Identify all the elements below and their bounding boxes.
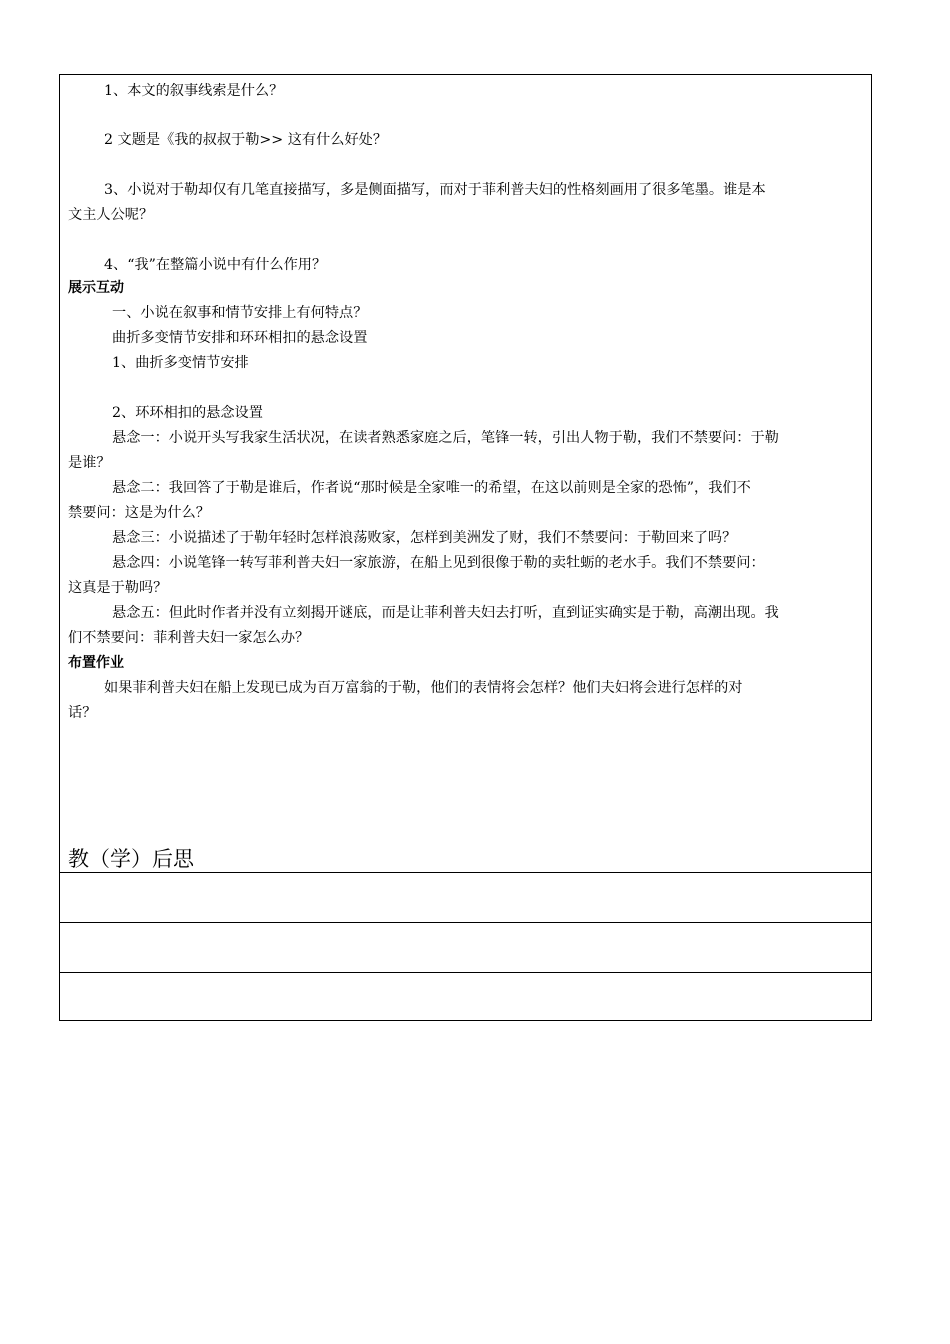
question-4: 4、“我”在整篇小说中有什么作用？ bbox=[104, 257, 327, 273]
suspense-4-line-2: 这真是于勒吗？ bbox=[68, 580, 168, 596]
question-2: 2 文题是《我的叔叔于勒>> 这有什么好处？ bbox=[104, 132, 388, 148]
suspense-1-line-2: 是谁？ bbox=[68, 455, 111, 471]
suspense-5-line-2: 们不禁要问：菲利普夫妇一家怎么办？ bbox=[68, 630, 310, 646]
suspense-2-line-1: 悬念二：我回答了于勒是谁后，作者说“那时候是全家唯一的希望，在这以前则是全家的恐怖”，我们不 bbox=[112, 480, 751, 496]
lesson-plan-table bbox=[59, 74, 872, 1021]
reflection-row-divider-1 bbox=[60, 872, 871, 873]
question-1: 1、本文的叙事线索是什么？ bbox=[104, 83, 284, 99]
homework-heading: 布置作业 bbox=[68, 655, 124, 671]
suspense-5-line-1: 悬念五：但此时作者并没有立刻揭开谜底，而是让菲利普夫妇去打听，直到证实确实是于勒，高潮出现。我 bbox=[112, 605, 779, 621]
question-3-line-2: 文主人公呢？ bbox=[68, 207, 154, 223]
reflection-row-divider-2 bbox=[60, 922, 871, 923]
reflection-row-divider-3 bbox=[60, 972, 871, 973]
interaction-heading: 展示互动 bbox=[68, 280, 124, 296]
interaction-line-3: 1、曲折多变情节安排 bbox=[112, 355, 249, 371]
interaction-line-1: 一、小说在叙事和情节安排上有何特点？ bbox=[112, 305, 368, 321]
suspense-3: 悬念三：小说描述了于勒年轻时怎样浪荡败家，怎样到美洲发了财，我们不禁要问：于勒回来了吗？ bbox=[112, 530, 737, 546]
homework-line-1: 如果菲利普夫妇在船上发现已成为百万富翁的于勒，他们的表情将会怎样？他们夫妇将会进行怎样的对 bbox=[104, 680, 743, 696]
reflection-title: 教（学）后思 bbox=[68, 847, 194, 871]
suspense-4-line-1: 悬念四：小说笔锋一转写菲利普夫妇一家旅游，在船上见到很像于勒的卖牡蛎的老水手。我们不禁要问： bbox=[112, 555, 765, 571]
interaction-line-4: 2、环环相扣的悬念设置 bbox=[112, 405, 263, 421]
interaction-line-2: 曲折多变情节安排和环环相扣的悬念设置 bbox=[112, 330, 368, 346]
suspense-1-line-1: 悬念一：小说开头写我家生活状况，在读者熟悉家庭之后，笔锋一转，引出人物于勒，我们不禁要问：于勒 bbox=[112, 430, 779, 446]
homework-line-2: 话？ bbox=[68, 705, 97, 721]
question-3-line-1: 3、小说对于勒却仅有几笔直接描写，多是侧面描写，而对于菲利普夫妇的性格刻画用了很多笔墨。谁是本 bbox=[104, 182, 766, 198]
suspense-2-line-2: 禁要问：这是为什么？ bbox=[68, 505, 210, 521]
